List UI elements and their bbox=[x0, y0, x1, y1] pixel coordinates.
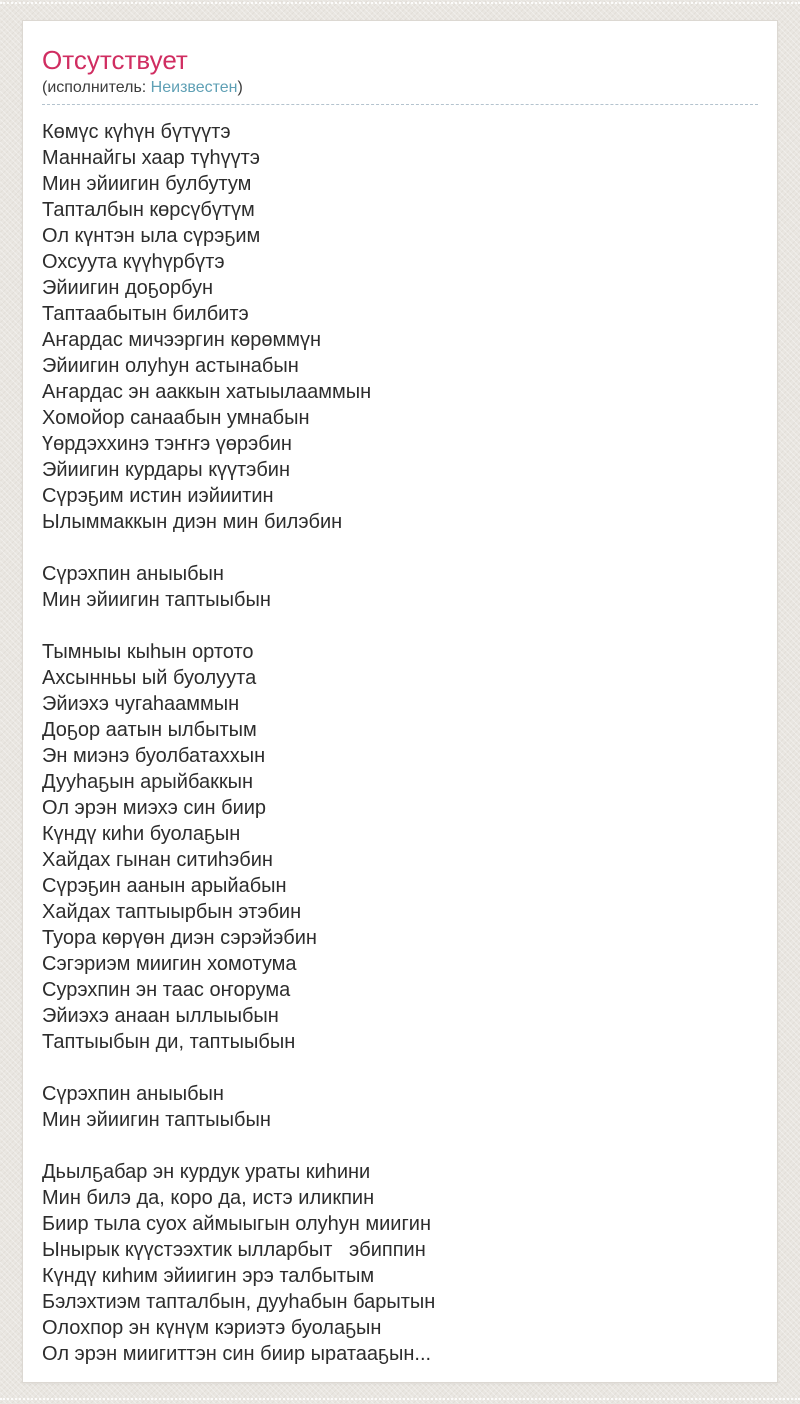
lyric-line: Хомойор санаабын умнабын bbox=[42, 406, 310, 429]
lyric-line: Эйиигин олуһун астынабын bbox=[42, 354, 299, 377]
stanza bbox=[42, 1081, 758, 1133]
lyric-line: Сүрэҕим истин иэйиитин bbox=[42, 484, 274, 507]
lyric-line: Тымныы кыһын ортото bbox=[42, 640, 254, 663]
lyric-line: Олохпор эн күнүм кэриэтэ буолаҕын bbox=[42, 1316, 382, 1339]
lyric-line: Эйиигин курдары күүтэбин bbox=[42, 458, 291, 481]
lyrics bbox=[42, 119, 758, 1367]
lyric-line: Сурэхпин эн таас оҥорума bbox=[42, 978, 291, 1001]
lyric-line: Эйиэхэ анаан ыллыыбын bbox=[42, 1004, 279, 1027]
lyric-line: Сэгэриэм миигин хомотума bbox=[42, 952, 297, 975]
lyric-line: Таптаабытын билбитэ bbox=[42, 302, 249, 325]
header bbox=[42, 46, 758, 105]
artist-link[interactable]: Неизвестен bbox=[150, 78, 238, 96]
page-edge-dots-bottom bbox=[0, 1398, 800, 1400]
lyric-line: Күндү киһи буолаҕын bbox=[42, 822, 241, 845]
lyric-line: Эйиэхэ чугаһааммын bbox=[42, 692, 240, 715]
lyric-line: Мин эйиигин таптыыбын bbox=[42, 588, 271, 611]
lyric-line: Ол эрэн миэхэ син биир bbox=[42, 796, 267, 819]
lyric-line: Ол күнтэн ыла сүрэҕим bbox=[42, 224, 261, 247]
lyric-line: Хайдах таптыырбын этэбин bbox=[42, 900, 302, 923]
stanza bbox=[42, 639, 758, 1055]
content-card bbox=[22, 20, 778, 1383]
lyric-line: Үөрдэххинэ тэҥҥэ үөрэбин bbox=[42, 432, 292, 455]
stanza bbox=[42, 561, 758, 613]
artist-label-prefix: (исполнитель: bbox=[42, 78, 151, 96]
lyric-line: Көмүс күһүн бүтүүтэ bbox=[42, 120, 231, 143]
lyric-line: Ынырык күүстээхтик ылларбыт эбиппин bbox=[42, 1238, 426, 1261]
lyric-line: Эн миэнэ буолбатаххын bbox=[42, 744, 266, 767]
stanza bbox=[42, 119, 758, 535]
artist-label-suffix: ) bbox=[237, 78, 243, 96]
lyric-line: Аҥардас мичээргин көрөммүн bbox=[42, 328, 322, 351]
lyric-line: Бэлэхтиэм тапталбын, дууһабын барытын bbox=[42, 1290, 436, 1313]
lyric-line: Сүрэҕин аанын арыйабын bbox=[42, 874, 287, 897]
lyric-line: Мин билэ да, коро да, истэ иликпин bbox=[42, 1186, 375, 1209]
page-edge-dots-top bbox=[0, 2, 800, 4]
lyric-line: Мин эйиигин булбутум bbox=[42, 172, 252, 195]
lyric-line: Сүрэхпин аныыбын bbox=[42, 562, 224, 585]
page-title: Отсутствует bbox=[42, 45, 188, 75]
lyric-line: Мин эйиигин таптыыбын bbox=[42, 1108, 271, 1131]
lyric-line: Доҕор аатын ылбытым bbox=[42, 718, 257, 741]
lyric-line: Күндү киһим эйиигин эрэ талбытым bbox=[42, 1264, 375, 1287]
lyric-line: Туора көрүөн диэн сэрэйэбин bbox=[42, 926, 317, 949]
lyric-line: Тапталбын көрсүбүтүм bbox=[42, 198, 255, 221]
lyric-line: Ылыммаккын диэн мин билэбин bbox=[42, 510, 343, 533]
lyric-line: Дьылҕабар эн курдук ураты киһини bbox=[42, 1160, 371, 1183]
artist-line bbox=[42, 78, 758, 105]
lyric-line: Аҥардас эн ааккын хатыылааммын bbox=[42, 380, 372, 403]
lyric-line: Биир тыла суох аймыыгын олуһун миигин bbox=[42, 1212, 431, 1235]
lyric-line: Таптыыбын ди, таптыыбын bbox=[42, 1030, 296, 1053]
lyric-line: Охсуута күүһүрбүтэ bbox=[42, 250, 225, 273]
lyric-line: Эйиигин доҕорбун bbox=[42, 276, 214, 299]
lyric-line: Маннайгы хаар түһүүтэ bbox=[42, 146, 260, 169]
lyric-line: Ахсынньы ый буолуута bbox=[42, 666, 257, 689]
lyric-line: Хайдах гынан ситиһэбин bbox=[42, 848, 273, 871]
lyric-line: Сүрэхпин аныыбын bbox=[42, 1082, 224, 1105]
lyric-line: Дууһаҕын арыйбаккын bbox=[42, 770, 254, 793]
lyric-line: Ол эрэн миигиттэн син биир ыратааҕын... bbox=[42, 1342, 432, 1365]
stanza bbox=[42, 1159, 758, 1367]
